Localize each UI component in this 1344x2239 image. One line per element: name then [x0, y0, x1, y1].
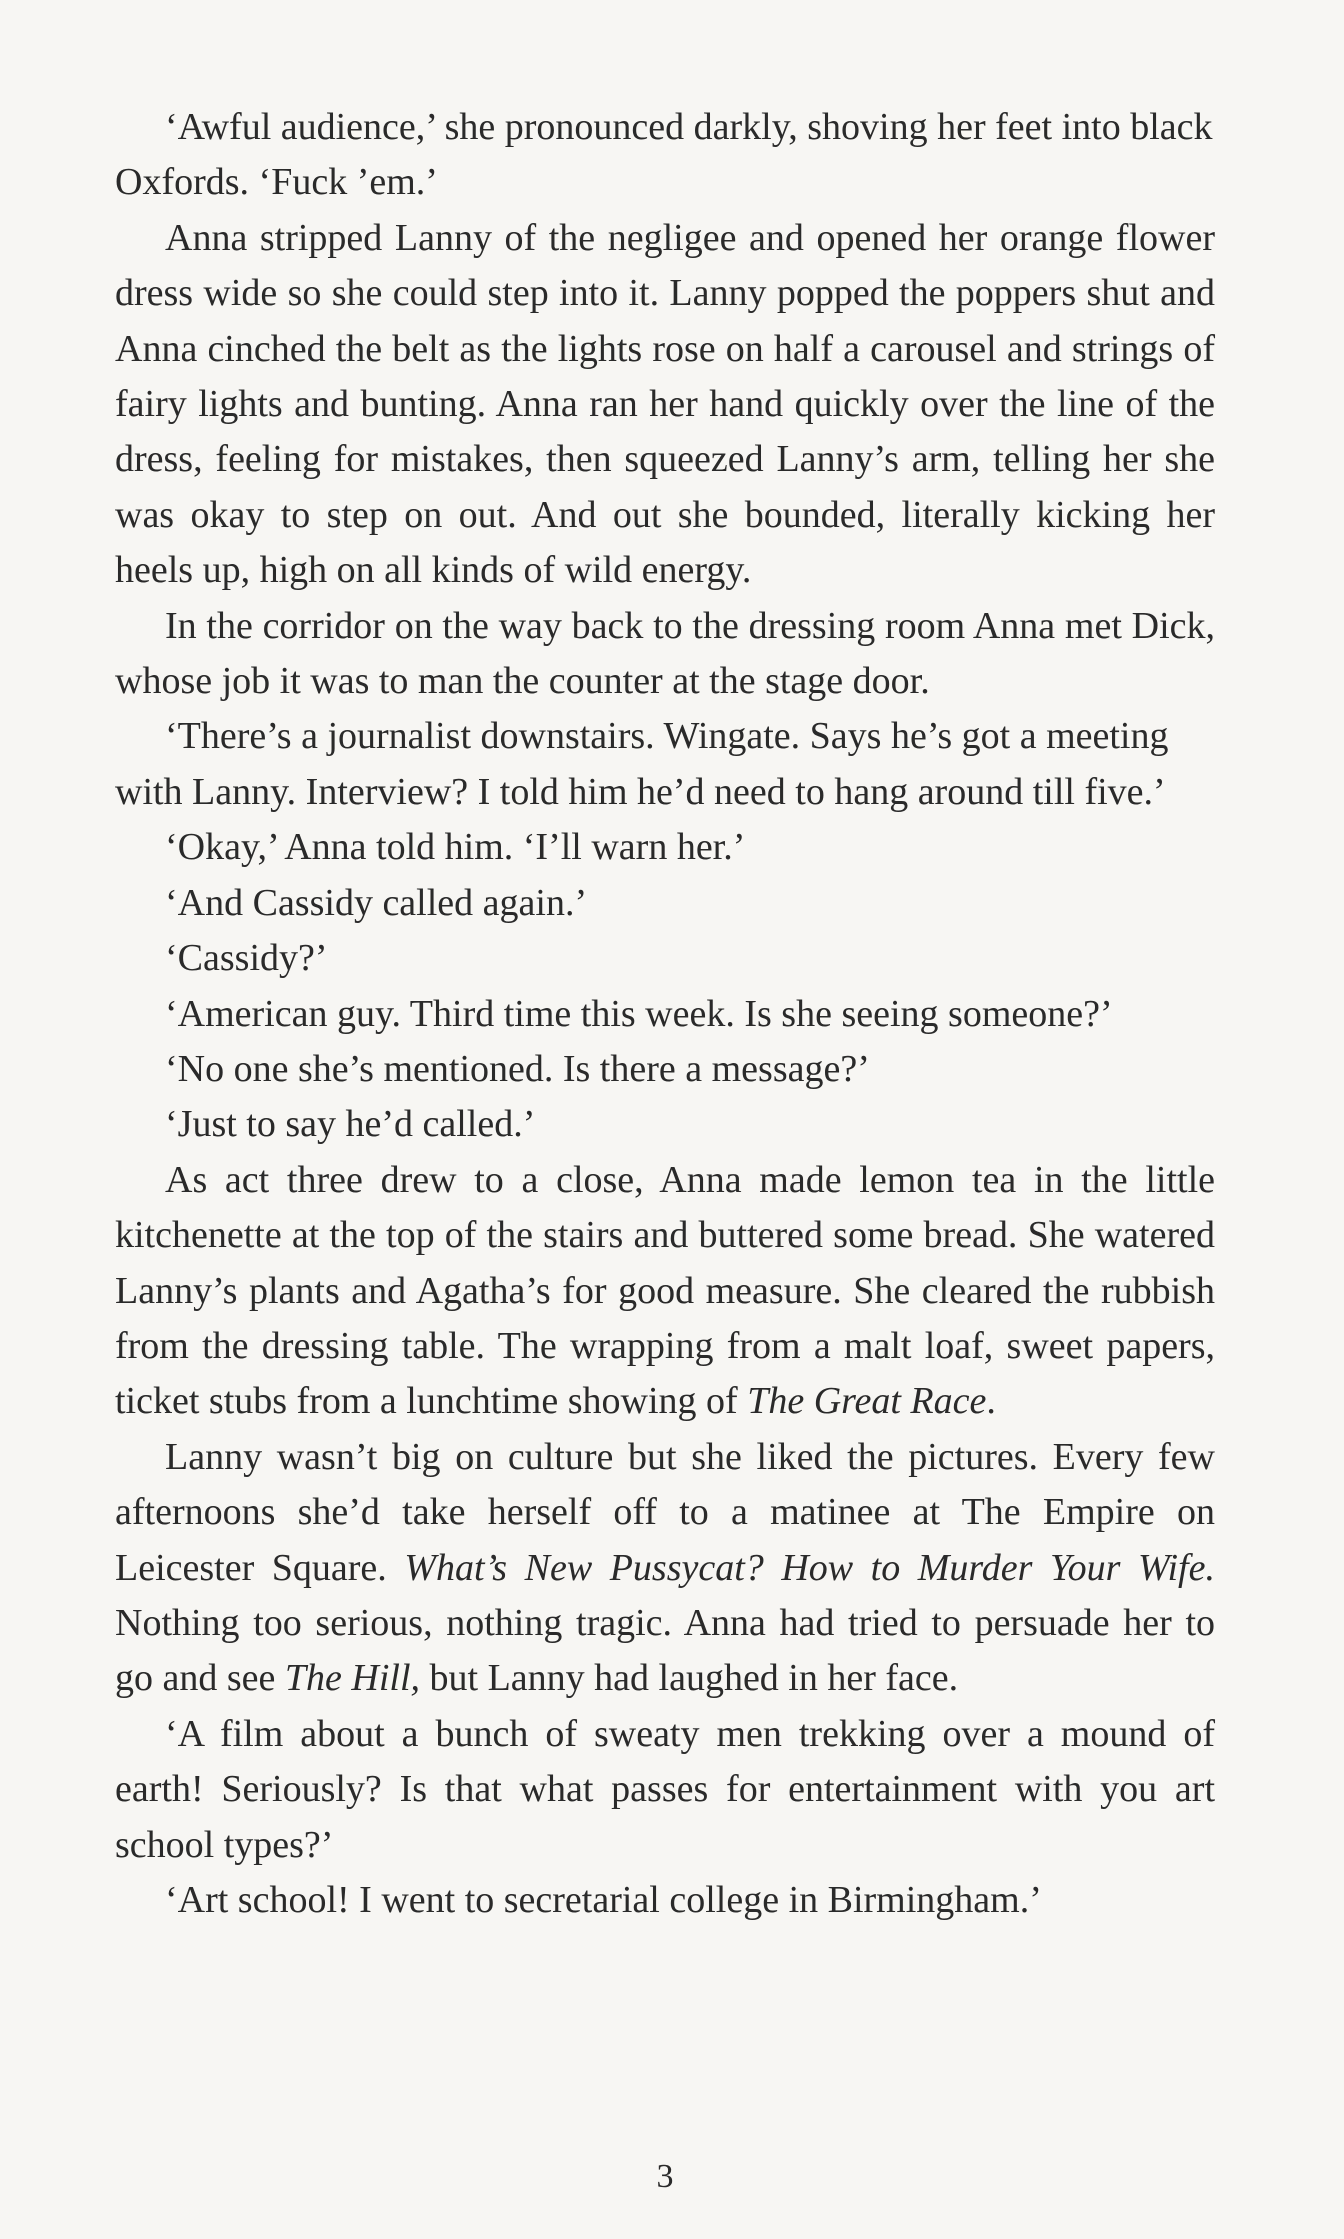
- dialog-paragraph: [115, 1097, 1215, 1152]
- text-run: but Lanny had laughed in her face.: [420, 1657, 959, 1700]
- text-run: ‘Awful audience,’ she pronounced darkly, shoving her feet into black Oxfords. ‘Fuck ’em.’: [115, 106, 1213, 204]
- text-run: ‘Just to say he’d called.’: [165, 1103, 536, 1146]
- text-run: As act three drew to a close, Anna made lemon tea in the little kitchenette at the top of the stairs and buttered some bread. She watered Lanny’s plants and Agatha’s for good measure. She cleared the rubbish from the dressing table. The wrapping from a malt loaf, sweet papers, ticket stubs from a lunchtime showing of: [115, 1158, 1215, 1423]
- book-page: [115, 100, 1215, 2195]
- prose-paragraph: [115, 211, 1215, 599]
- text-run: ‘Art school! I went to secretarial college in Birmingham.’: [165, 1879, 1042, 1921]
- text-run: Lanny wasn’t big on culture but she liked the pictures. Every few afternoons she’d take herself off to a matinee at The Empire on Leicester Square.: [115, 1435, 1215, 1589]
- dialog-paragraph: [115, 1873, 1215, 1928]
- dialog-paragraph: [115, 987, 1215, 1042]
- italic-title: The Hill,: [284, 1657, 421, 1700]
- body-text: [115, 100, 1215, 1928]
- dialog-paragraph: [115, 876, 1215, 931]
- italic-title: The Great Race: [747, 1380, 987, 1423]
- text-run: In the corridor on the way back to the dressing room Anna met Dick, whose job it was to man the counter at the stage door.: [115, 604, 1215, 703]
- dialog-paragraph: [115, 709, 1215, 820]
- text-run: Nothing too serious, nothing tragic. Anna had tried to persuade her to go and see: [115, 1601, 1215, 1700]
- text-run: ‘And Cassidy called again.’: [165, 881, 588, 924]
- text-run: ‘There’s a journalist downstairs. Wingate. Says he’s got a meeting with Lanny. Interview? I told him he’d need to hang around till five.’: [115, 715, 1169, 813]
- text-run: Anna stripped Lanny of the negligee and opened her orange flower dress wide so she could step into it. Lanny popped the poppers shut and Anna cinched the belt as the lights rose on half a carousel and strings of fairy lights and bunting. Anna ran her hand quickly over the line of the dress, feeling for mistakes, then squeezed Lanny’s arm, telling her she was okay to step on out. And out she bounded, literally kicking her heels up, high on all kinds of wild energy.: [115, 216, 1215, 592]
- prose-paragraph: [115, 1430, 1215, 1707]
- text-run: ‘American guy. Third time this week. Is she seeing someone?’: [165, 992, 1113, 1035]
- prose-paragraph: [115, 599, 1215, 710]
- prose-paragraph: [115, 1153, 1215, 1430]
- dialog-paragraph: [115, 100, 1215, 211]
- page-number: 3: [656, 2158, 674, 2195]
- dialog-paragraph: [115, 931, 1215, 986]
- text-run: .: [986, 1380, 996, 1423]
- text-run: ‘A film about a bunch of sweaty men trekking over a mound of earth! Seriously? Is that what passes for entertainment with you art school types?’: [115, 1712, 1215, 1866]
- prose-paragraph: [115, 1707, 1215, 1873]
- dialog-paragraph: [115, 1042, 1215, 1097]
- text-run: ‘Cassidy?’: [165, 937, 328, 980]
- italic-title: What’s New Pussycat? How to Murder Your Wife.: [404, 1546, 1215, 1589]
- dialog-paragraph: [115, 820, 1215, 875]
- text-run: ‘No one she’s mentioned. Is there a message?’: [165, 1047, 870, 1090]
- text-run: ‘Okay,’ Anna told him. ‘I’ll warn her.’: [165, 826, 746, 869]
